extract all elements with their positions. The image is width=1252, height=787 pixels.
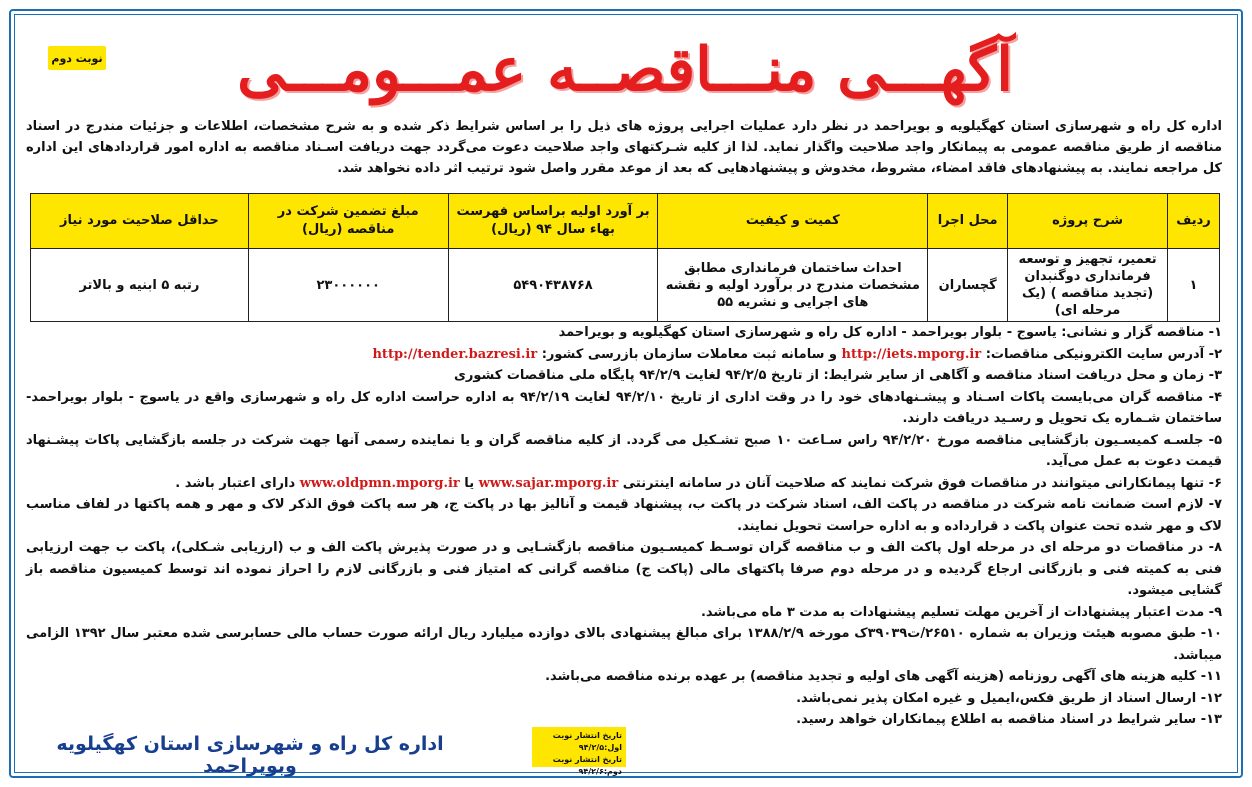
term-3: ۳- زمان و محل دریافت اسناد مناقصه و آگاهی از سایر شرایط: از تاریخ ۹۴/۲/۵ لغایت ۹۴/۲/۹ پایگاه ملی مناقصات کشوری — [453, 368, 1222, 383]
term-2 — [26, 344, 1222, 366]
term-6-text: ۶- تنها پیمانکارانی میتوانند در مناقصات فوق شرکت نمایند که صلاحیت آنان در سامانه اینترنتی — [618, 475, 1222, 491]
cell-quality: احداث ساختمان فرمانداری مطابق مشخصات مندرج در برآورد اولیه و نقشه های اجرایی و نشریه ۵۵ — [658, 249, 928, 322]
table-header-row — [31, 194, 1220, 249]
term-7: ۷- لازم است ضمانت نامه شرکت در مناقصه در پاکت الف، اسناد شرکت در پاکت ب، پیشنهاد قیمت و آنالیز بها در پاکت ج، هر سه پاکت فوق الذکر لاک و مهر و همه پاکتها در لفاف مناسب لاک و مهر شده تحت عنوان پاکت د قرارداده و به اداره حراست تحویل نمایند. — [26, 497, 1222, 534]
publish-second: تاریخ انتشار نوبت دوم:۹۴/۲/۶ — [552, 755, 622, 776]
header-row-number: ردیف — [1168, 194, 1220, 249]
term-8: ۸- در مناقصات دو مرحله ای در مرحله اول پاکت الف و ب مناقصه گران توسـط کمیسـیون مناقصه بازگشـایی و در صورت پذیرش پاکت الف و ب (ارزیابی شـکلی)، پاکت ب جهت ارزیابی فنی به کمیته فنی و بازرگانی ارجاع گردیده و در مرحله دوم صرفا پاکتهای مالی (پاکت ج) مناقصه گرانی که امتیاز فنی و بازرگانی لازم را احراز نموده اند توسط کمیسیون مناقصه باز گشایی میشود. — [26, 540, 1222, 598]
publish-dates-box — [532, 727, 626, 776]
term-1: ۱- مناقصه گزار و نشانی: یاسوج - بلوار بویراحمد - اداره کل راه و شهرسازی استان کهگیلویه و بویراحمد — [558, 325, 1222, 340]
cell-guarantee: ۲۳۰۰۰۰۰۰ — [248, 249, 448, 322]
term-6-mid: یا — [459, 475, 479, 491]
footer-organization: اداره کل راه و شهرسازی استان کهگیلویه وبویراحمد — [56, 733, 444, 777]
term-9: ۹- مدت اعتبار پیشنهادات از آخرین مهلت تسلیم پیشنهادات به مدت ۳ ماه می‌باشد. — [700, 604, 1222, 620]
table-row — [31, 249, 1220, 322]
cell-location: گچساران — [928, 249, 1008, 322]
cell-min-qualification: رتبه ۵ ابنیه و بالاتر — [31, 249, 249, 322]
header-min-qualification: حداقل صلاحیت مورد نیاز — [31, 194, 249, 249]
second-notice-badge: نوبت دوم — [48, 46, 106, 70]
term-2-mid: و سامانه ثبت معاملات سازمان بازرسی کشور: — [537, 346, 842, 362]
cell-estimate: ۵۴۹۰۴۳۸۷۶۸ — [448, 249, 658, 322]
header-description: شرح پروژه — [1008, 194, 1168, 249]
term-12: ۱۲- ارسال اسناد از طریق فکس،ایمیل و غیره امکان پذیر نمی‌باشد. — [796, 690, 1222, 706]
term-2-text: ۲- آدرس سایت الکترونیکی مناقصات: — [981, 346, 1222, 362]
term-11: ۱۱- کلیه هزینه های آگهی روزنامه (هزینه آگهی های اولیه و تجدید مناقصه) بر عهده برنده مناقصه می‌باشد. — [545, 669, 1222, 684]
cell-row-number: ۱ — [1168, 249, 1220, 322]
tender-table — [30, 193, 1220, 322]
iets-link[interactable]: http://iets.mporg.ir — [841, 346, 982, 362]
terms-list — [26, 322, 1222, 731]
header-location: محل اجرا — [928, 194, 1008, 249]
term-4: ۴- مناقصه گران می‌بایست پاکات اسـناد و پیشـنهادهای خود را در وقت اداری از تاریخ ۹۴/۲/۱۰ لغایت ۹۴/۲/۱۹ به اداره حراست اداره کل راه و شهرسازی واقع در یاسوج - بلوار بویراحمد-ساختمان شـماره یک تحویل و رسـید دریافت دارند. — [26, 389, 1223, 426]
intro-paragraph: اداره کل راه و شهرسازی استان کهگیلویه و بویراحمد در نظر دارد عملیات اجرایی پروژه های ذیل را بر اساس شرایط ذکر شده و به شرح مشخصات، اطلاعات و جزئیات مندرج در اسناد مناقصه از طریق مناقصه عمومی به پیمانکار واجد صلاحیت واگذار نماید. لذا از کلیه شـرکتهای واجد صلاحیت دعوت می‌گردد جهت دریافت اسـناد مناقصه به اداره امور قراردادهای این اداره کل مراجعه نمایند. به پیشنهادهای فاقد امضاء، مشروط، مخدوش و پیشنهادهایی که بعد از موعد مقرر واصل شود ترتیب اثر داده نخواهد شد. — [26, 119, 1222, 176]
header-estimate: بر آورد اولیه براساس فهرست بهاء سال ۹۴ (ریال) — [448, 194, 658, 249]
header-quality: کمیت و کیفیت — [658, 194, 928, 249]
publish-first: تاریخ انتشار نوبت اول:۹۴/۲/۵ — [552, 731, 622, 752]
header-guarantee: مبلغ تضمین شرکت در مناقصه (ریال) — [248, 194, 448, 249]
cell-description: تعمیر، تجهیز و توسعه فرمانداری دوگنبدان (تجدید مناقصه ) (یک مرحله ای) — [1008, 249, 1168, 322]
term-6 — [26, 473, 1222, 495]
tender-bazresi-link[interactable]: http://tender.bazresi.ir — [372, 346, 538, 362]
term-10: ۱۰- طبق مصوبه هیئت وزیران به شماره ۲۶۵۱۰/ت۳۹۰۳۹ک مورخه ۱۳۸۸/۲/۹ برای مبالغ پیشنهادی بالای دوازده میلیارد ریال ارائه صورت حساب مالی حسابرسی شده معتبر سال ۱۳۹۲ الزامی میباشد. — [26, 626, 1222, 663]
term-6-post: دارای اعتبار باشد . — [175, 475, 300, 491]
term-13: ۱۳- سایر شرایط در اسناد مناقصه به اطلاع پیمانکاران خواهد رسید. — [796, 712, 1222, 727]
term-5: ۵- جلسـه کمیسـیون بازگشایی مناقصه مورخ ۹۴/۲/۲۰ راس سـاعت ۱۰ صبح تشـکیل می گردد. از کلیه مناقصه گران و یا نماینده رسمی آنها جهت شرکت در جلسه بازگشایی پاکات پیشـنهاد قیمت دعوت به عمل می‌آید. — [26, 432, 1222, 469]
oldpmn-link[interactable]: www.oldpmn.mporg.ir — [299, 475, 460, 491]
sajar-link[interactable]: www.sajar.mporg.ir — [478, 475, 619, 491]
page-title: آگهـــی منـــاقصــه عمـــومـــی — [237, 35, 1013, 105]
